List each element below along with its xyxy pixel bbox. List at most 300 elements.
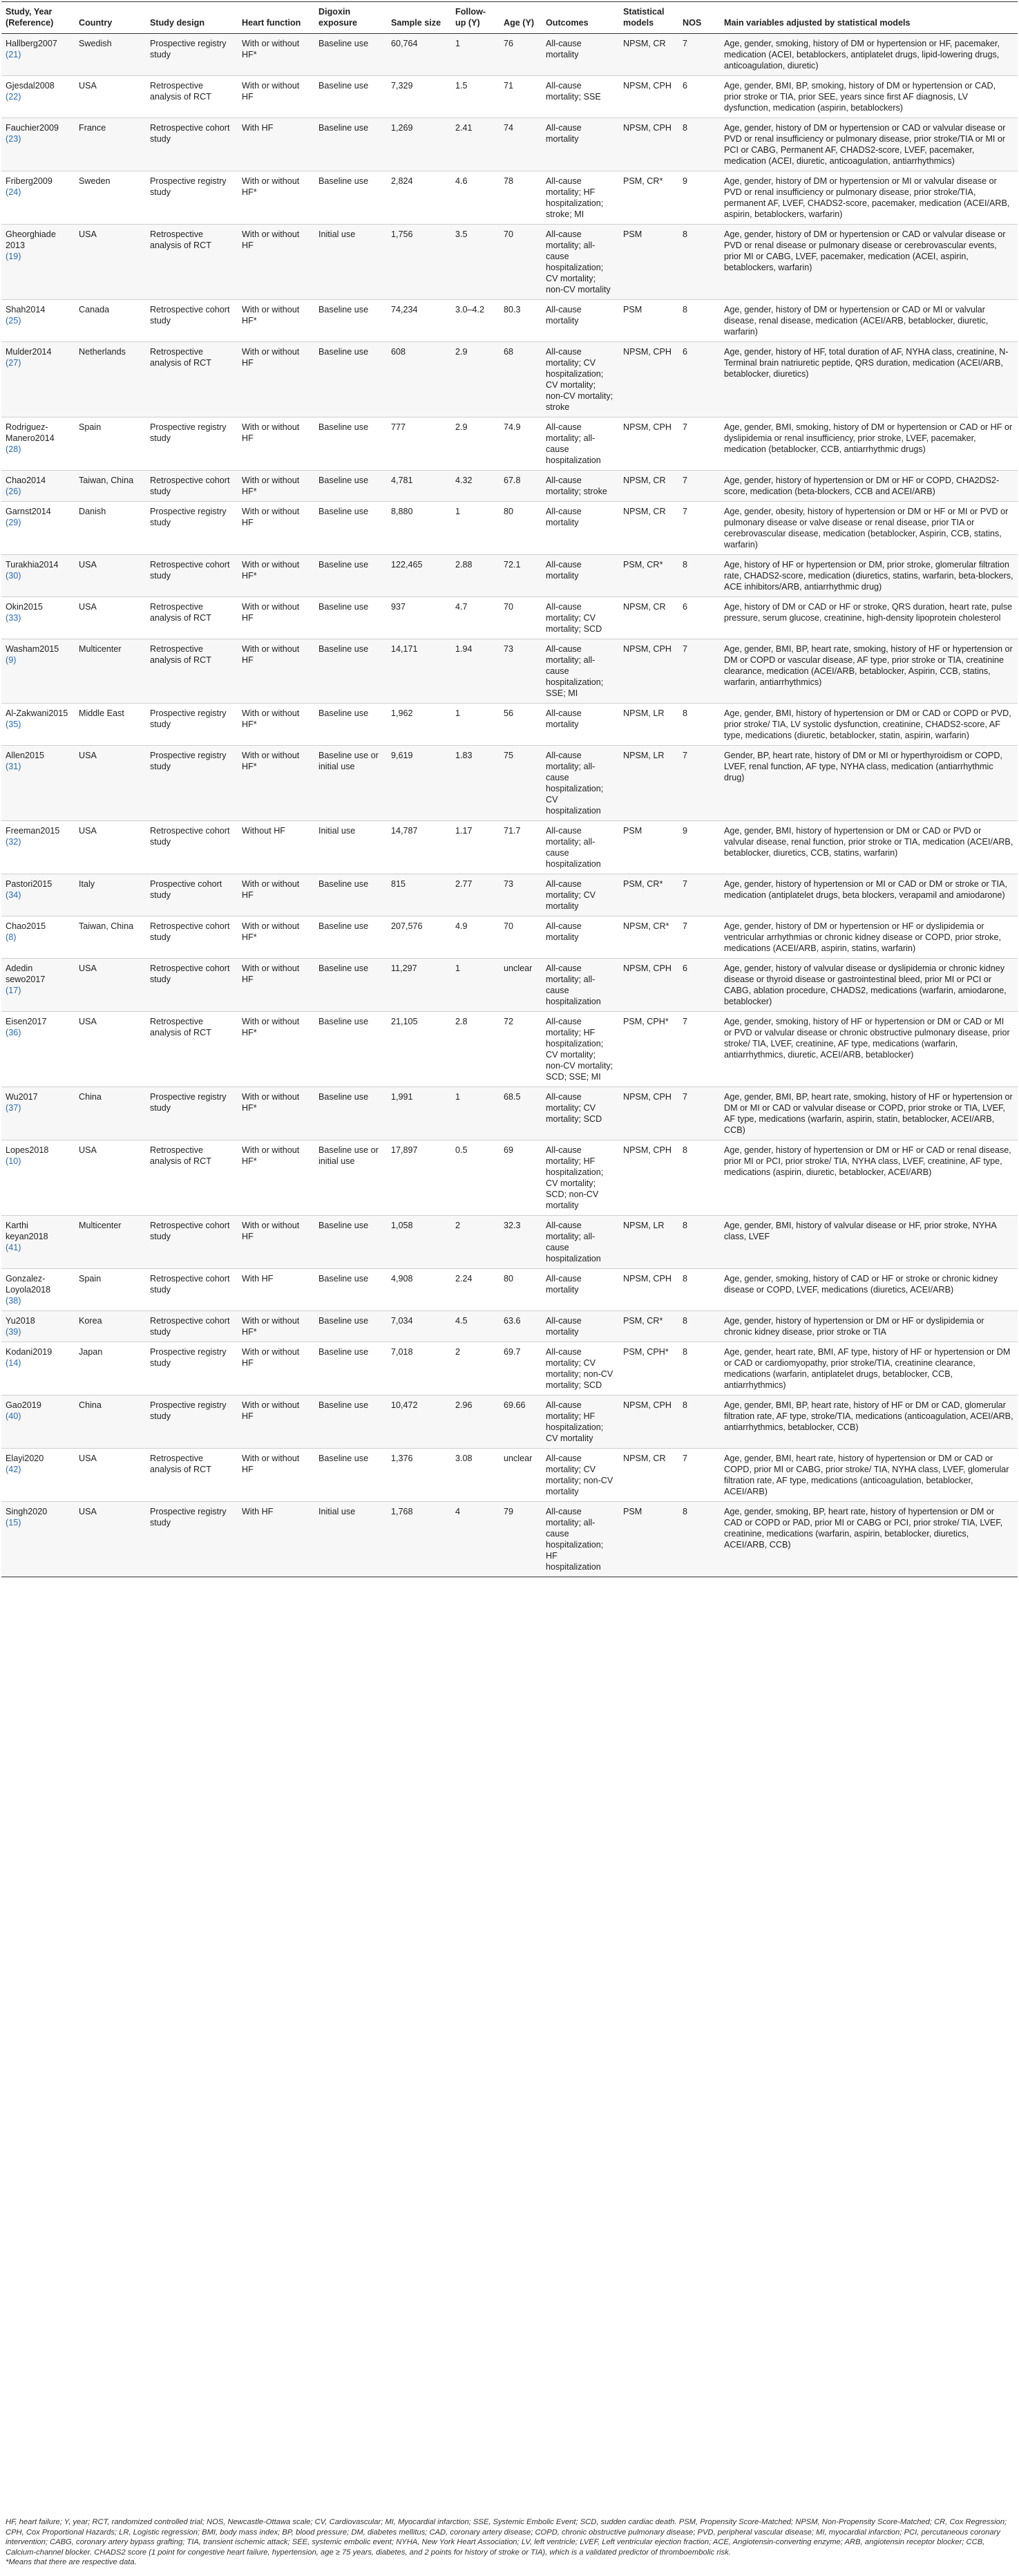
cell-design: Retrospective cohort study: [146, 821, 238, 874]
header-nos: NOS: [678, 2, 720, 34]
cell-follow-up: 2.24: [451, 1269, 499, 1311]
reference-link[interactable]: (42): [6, 1465, 21, 1474]
header-sample-size: Sample size: [387, 2, 451, 34]
cell-country: Korea: [75, 1311, 146, 1342]
reference-link[interactable]: (19): [6, 252, 21, 261]
cell-sample-size: 777: [387, 417, 451, 471]
reference-link[interactable]: (22): [6, 92, 21, 102]
cell-outcomes: All-cause mortality: [542, 916, 619, 959]
table-row: [1, 171, 1018, 225]
cell-heart-function: With or without HF: [238, 597, 314, 639]
cell-follow-up: 1: [451, 34, 499, 76]
cell-variables: Age, gender, history of hypertension or DM or HF or dyslipidemia or chronic kidney disease, prior stroke or TIA: [720, 1311, 1018, 1342]
cell-digoxin: Baseline use: [314, 1342, 387, 1395]
cell-sample-size: 1,756: [387, 225, 451, 300]
cell-nos: 8: [678, 555, 720, 597]
cell-follow-up: 1.83: [451, 746, 499, 821]
cell-design: Prospective registry study: [146, 417, 238, 471]
table-row: [1, 342, 1018, 417]
cell-digoxin: Baseline use: [314, 300, 387, 342]
study-name: Shah2014: [6, 305, 46, 314]
cell-design: Retrospective cohort study: [146, 1269, 238, 1311]
cell-study: [1, 225, 75, 300]
cell-country: Taiwan, China: [75, 471, 146, 502]
study-name: Yu2018: [6, 1316, 35, 1326]
cell-heart-function: With HF: [238, 118, 314, 171]
study-name: Karthi keyan2018: [6, 1221, 48, 1241]
cell-age: 56: [499, 704, 542, 746]
cell-design: Retrospective cohort study: [146, 555, 238, 597]
cell-age: 32.3: [499, 1216, 542, 1269]
cell-digoxin: Baseline use: [314, 1311, 387, 1342]
study-name: Washam2015: [6, 644, 59, 654]
cell-nos: 8: [678, 225, 720, 300]
cell-variables: Age, gender, history of hypertension or DM or HF or COPD, CHA2DS2-score, medication (beta-blockers, CCB and ACEI/ARB): [720, 471, 1018, 502]
cell-age: 72.1: [499, 555, 542, 597]
cell-sample-size: 4,908: [387, 1269, 451, 1311]
cell-digoxin: Baseline use: [314, 874, 387, 916]
cell-sample-size: 4,781: [387, 471, 451, 502]
cell-variables: Age, gender, BMI, BP, heart rate, smoking, history of HF or hypertension or DM or MI or CAD or valvular disease or COPD, prior stroke or TIA, LVEF, AF type, medications (warfarin, aspirin, statin, betablocker, ACEI/ARB, CCB): [720, 1087, 1018, 1140]
reference-link[interactable]: (34): [6, 890, 21, 900]
cell-age: 72: [499, 1012, 542, 1087]
cell-design: Retrospective cohort study: [146, 959, 238, 1012]
cell-design: Retrospective analysis of RCT: [146, 342, 238, 417]
cell-sample-size: 1,962: [387, 704, 451, 746]
cell-follow-up: 2: [451, 1342, 499, 1395]
cell-variables: Age, gender, BMI, BP, heart rate, history of HF or DM or CAD, glomerular filtration rate, AF type, stroke/TIA, medications (anticoagulation, ACEI/ARB, antiarrhythmics, betablocker, CCB): [720, 1395, 1018, 1449]
cell-country: Danish: [75, 502, 146, 555]
cell-study: [1, 300, 75, 342]
cell-digoxin: Baseline use: [314, 1449, 387, 1502]
cell-digoxin: Baseline use: [314, 471, 387, 502]
cell-nos: 7: [678, 471, 720, 502]
cell-heart-function: With or without HF*: [238, 916, 314, 959]
cell-nos: 6: [678, 342, 720, 417]
reference-link[interactable]: (33): [6, 613, 21, 623]
cell-models: NPSM, CPH: [619, 1140, 678, 1216]
reference-link[interactable]: (21): [6, 50, 21, 59]
cell-outcomes: All-cause mortality: [542, 1311, 619, 1342]
cell-digoxin: Baseline use or initial use: [314, 746, 387, 821]
cell-age: 69.7: [499, 1342, 542, 1395]
cell-variables: Age, gender, BMI, smoking, history of DM or hypertension or CAD or HF or dyslipidemia or renal insufficiency, prior stroke, LVEF, pacemaker, medication (betablocker, CCB, antiarrhythmic drugs): [720, 417, 1018, 471]
cell-variables: Age, gender, history of HF, total duration of AF, NYHA class, creatinine, N-Terminal brain natriuretic peptide, QRS duration, medication (ACEI/ARB, betablocker, diuretics): [720, 342, 1018, 417]
cell-heart-function: With or without HF*: [238, 555, 314, 597]
cell-age: 74.9: [499, 417, 542, 471]
cell-country: Swedish: [75, 34, 146, 76]
reference-link[interactable]: (32): [6, 837, 21, 847]
study-name: Okin2015: [6, 602, 43, 612]
study-name: Freeman2015: [6, 826, 60, 836]
cell-sample-size: 1,269: [387, 118, 451, 171]
cell-nos: 8: [678, 1311, 720, 1342]
cell-design: Prospective registry study: [146, 704, 238, 746]
table-row: [1, 874, 1018, 916]
cell-models: NPSM, CPH: [619, 959, 678, 1012]
reference-link[interactable]: (37): [6, 1103, 21, 1113]
study-name: Hallberg2007: [6, 39, 57, 48]
cell-sample-size: 7,018: [387, 1342, 451, 1395]
cell-follow-up: 1.5: [451, 76, 499, 118]
cell-outcomes: All-cause mortality; HF hospitalization; CV mortality; SCD; non-CV mortality: [542, 1140, 619, 1216]
table-row: [1, 300, 1018, 342]
cell-follow-up: 2.96: [451, 1395, 499, 1449]
cell-study: [1, 1269, 75, 1311]
cell-digoxin: Baseline use or initial use: [314, 1140, 387, 1216]
cell-models: NPSM, LR: [619, 1216, 678, 1269]
cell-study: [1, 821, 75, 874]
reference-link[interactable]: (30): [6, 571, 21, 581]
cell-age: 70: [499, 916, 542, 959]
cell-country: USA: [75, 76, 146, 118]
cell-heart-function: With or without HF*: [238, 704, 314, 746]
cell-outcomes: All-cause mortality: [542, 34, 619, 76]
cell-nos: 7: [678, 1087, 720, 1140]
table-row: [1, 1087, 1018, 1140]
reference-link[interactable]: (36): [6, 1028, 21, 1037]
cell-design: Retrospective analysis of RCT: [146, 1012, 238, 1087]
cell-models: PSM, CR*: [619, 1311, 678, 1342]
cell-design: Prospective registry study: [146, 1342, 238, 1395]
cell-heart-function: With or without HF: [238, 1342, 314, 1395]
study-name: Pastori2015: [6, 879, 53, 889]
cell-outcomes: All-cause mortality; CV hospitalization; CV mortality; non-CV mortality; stroke: [542, 342, 619, 417]
table-row: [1, 1140, 1018, 1216]
cell-digoxin: Baseline use: [314, 597, 387, 639]
cell-design: Retrospective cohort study: [146, 1311, 238, 1342]
cell-models: NPSM, CR: [619, 34, 678, 76]
cell-models: NPSM, CR: [619, 597, 678, 639]
cell-country: Italy: [75, 874, 146, 916]
cell-digoxin: Baseline use: [314, 1269, 387, 1311]
cell-digoxin: Baseline use: [314, 916, 387, 959]
cell-sample-size: 1,768: [387, 1502, 451, 1577]
cell-models: PSM, CR*: [619, 874, 678, 916]
study-name: Adedin sewo2017: [6, 963, 46, 984]
cell-digoxin: Baseline use: [314, 34, 387, 76]
cell-heart-function: With or without HF: [238, 1395, 314, 1449]
cell-study: [1, 1087, 75, 1140]
cell-age: 80: [499, 502, 542, 555]
cell-sample-size: 7,329: [387, 76, 451, 118]
cell-nos: 8: [678, 1216, 720, 1269]
table-footnotes: [6, 2517, 1013, 2568]
header-heart-function: Heart function: [238, 2, 314, 34]
cell-follow-up: 1: [451, 704, 499, 746]
reference-link[interactable]: (14): [6, 1358, 21, 1368]
cell-digoxin: Baseline use: [314, 342, 387, 417]
studies-table: [1, 1, 1018, 1577]
reference-link[interactable]: (24): [6, 187, 21, 197]
cell-sample-size: 60,764: [387, 34, 451, 76]
cell-country: China: [75, 1087, 146, 1140]
cell-age: 67.8: [499, 471, 542, 502]
cell-age: 73: [499, 874, 542, 916]
study-name: Eisen2017: [6, 1017, 47, 1026]
cell-sample-size: 937: [387, 597, 451, 639]
reference-link[interactable]: (26): [6, 487, 21, 496]
cell-digoxin: Baseline use: [314, 76, 387, 118]
cell-study: [1, 502, 75, 555]
cell-nos: 7: [678, 34, 720, 76]
cell-sample-size: 10,472: [387, 1395, 451, 1449]
cell-heart-function: With or without HF: [238, 639, 314, 704]
cell-variables: Age, gender, BMI, history of valvular disease or HF, prior stroke, NYHA class, LVEF: [720, 1216, 1018, 1269]
header-age: Age (Y): [499, 2, 542, 34]
cell-country: Middle East: [75, 704, 146, 746]
cell-design: Prospective registry study: [146, 1395, 238, 1449]
reference-link[interactable]: (35): [6, 720, 21, 729]
reference-link[interactable]: (38): [6, 1296, 21, 1306]
table-row: [1, 417, 1018, 471]
reference-link[interactable]: (41): [6, 1243, 21, 1252]
cell-models: NPSM, CPH: [619, 118, 678, 171]
cell-nos: 8: [678, 1269, 720, 1311]
cell-heart-function: With or without HF*: [238, 171, 314, 225]
cell-outcomes: All-cause mortality; all-cause hospitalization: [542, 959, 619, 1012]
cell-heart-function: With or without HF*: [238, 471, 314, 502]
cell-country: Japan: [75, 1342, 146, 1395]
cell-outcomes: All-cause mortality; all-cause hospitalization: [542, 1216, 619, 1269]
study-name: Singh2020: [6, 1507, 48, 1516]
cell-heart-function: With or without HF: [238, 874, 314, 916]
table-row: [1, 225, 1018, 300]
cell-models: PSM, CR*: [619, 555, 678, 597]
cell-variables: Age, gender, history of hypertension or MI or CAD or DM or stroke or TIA, medication (antiplatelet drugs, beta blockers, verapamil and amiodarone): [720, 874, 1018, 916]
cell-follow-up: 2.41: [451, 118, 499, 171]
cell-models: PSM: [619, 225, 678, 300]
study-name: Wu2017: [6, 1092, 38, 1102]
cell-variables: Age, gender, history of DM or hypertension or CAD or valvular disease or PVD or renal insufficiency or pulmonary disease, prior stroke/TIA or MI or PCI or CABG, Permanent AF, CHADS2-score, LVEF, pacemaker, medication (ACEI, diuretic, anticoagulation, antiarrhythmics): [720, 118, 1018, 171]
cell-variables: Age, gender, history of hypertension or DM or HF or CAD or renal disease, prior MI or PCI, prior stroke/ TIA, NYHA class, LVEF, creatinine, AF type, medications (aspirin, diuretic, betablocker, ACEI/ARB): [720, 1140, 1018, 1216]
cell-variables: Age, gender, BMI, BP, heart rate, smoking, history of HF or hypertension or DM or COPD or vascular disease, AF type, prior stroke or TIA, creatinine clearance, medication (ACEI/ARB, betablocker, Aspirin, CCB, statins, warfarin, antiarrhythmics): [720, 639, 1018, 704]
cell-nos: 8: [678, 1342, 720, 1395]
study-name: Chao2015: [6, 921, 46, 931]
cell-sample-size: 14,171: [387, 639, 451, 704]
cell-sample-size: 815: [387, 874, 451, 916]
cell-nos: 8: [678, 118, 720, 171]
cell-study: [1, 746, 75, 821]
cell-heart-function: With or without HF: [238, 1449, 314, 1502]
cell-age: 69: [499, 1140, 542, 1216]
cell-variables: Age, gender, BMI, history of hypertension or DM or CAD or PVD or valvular disease, renal function, prior stroke or TIA, medication (ACEI/ARB, betablocker, diuretics, CCB, statins, warfarin): [720, 821, 1018, 874]
cell-models: NPSM, CPH: [619, 1087, 678, 1140]
cell-variables: Age, gender, obesity, history of hypertension or DM or HF or MI or PVD or pulmonary disease or valve disease or renal disease, prior TIA or cerebrovascular disease, medication (betablocker, Aspirin, CCB, statins, warfarin): [720, 502, 1018, 555]
cell-follow-up: 4.32: [451, 471, 499, 502]
cell-design: Retrospective cohort study: [146, 300, 238, 342]
cell-nos: 6: [678, 959, 720, 1012]
study-name: Gao2019: [6, 1400, 41, 1410]
cell-study: [1, 471, 75, 502]
cell-heart-function: With or without HF: [238, 417, 314, 471]
reference-link[interactable]: (10): [6, 1156, 21, 1166]
cell-heart-function: With or without HF*: [238, 746, 314, 821]
cell-outcomes: All-cause mortality; all-cause hospitalization; CV hospitalization: [542, 746, 619, 821]
cell-nos: 8: [678, 704, 720, 746]
cell-models: NPSM, CPH: [619, 639, 678, 704]
cell-study: [1, 417, 75, 471]
cell-age: 76: [499, 34, 542, 76]
cell-heart-function: With or without HF: [238, 1216, 314, 1269]
cell-outcomes: All-cause mortality: [542, 502, 619, 555]
cell-variables: Age, history of DM or CAD or HF or stroke, QRS duration, heart rate, pulse pressure, serum glucose, creatinine, high-density lipoprotein cholesterol: [720, 597, 1018, 639]
cell-age: 68.5: [499, 1087, 542, 1140]
cell-country: Sweden: [75, 171, 146, 225]
table-row: [1, 76, 1018, 118]
cell-variables: Age, gender, history of DM or hypertension or CAD or MI or valvular disease, renal disease, medication (ACEI/ARB, betablocker, diuretic, warfarin): [720, 300, 1018, 342]
cell-age: 68: [499, 342, 542, 417]
abbreviations-note: HF, heart failure; Y, year; RCT, randomized controlled trial; NOS, Newcastle-Ottawa scale; CV, Cardiovascular; MI, Myocardial infarction; SSE, Systemic Embolic Event; SCD, sudden cardiac death. PSM, Propensity Score-Matched; NPSM, Non-Propensity Score-Matched; CR, Cox Regression; CPH, Cox Proportional Hazards; LR, Logistic regression; BMI, body mass index; BP, blood pressure; DM, diabetes mellitus; CAD, coronary artery disease; COPD, chronic obstructive pulmonary disease; PVD, peripheral vascular disease; MI, myocardial infarction; PCI, percutaneous coronary intervention; CABG, coronary artery bypass grafting; TIA, transient ischemic attack; SEE, systemic embolic event; NYHA, New York Heart Association; LV, left ventricle; LVEF, Left ventricular ejection fraction; ACE, Angiotensin-converting enzyme; ARB, angiotensin receptor blocker; CCB, Calcium-channel blocker. CHADS2 score (1 point for congestive heart failure, hypertension, age ≥ 75 years, diabetes, and 2 points for history of stroke or TIA), which is a validated predictor of thromboembolic risk.: [6, 2518, 1007, 2557]
table-row: [1, 1502, 1018, 1577]
study-name: Gonzalez-Loyola2018: [6, 1274, 51, 1295]
cell-outcomes: All-cause mortality; all-cause hospitalization; SSE; MI: [542, 639, 619, 704]
cell-study: [1, 555, 75, 597]
cell-sample-size: 8,880: [387, 502, 451, 555]
header-follow-up: Follow-up (Y): [451, 2, 499, 34]
cell-outcomes: All-cause mortality; HF hospitalization; CV mortality; non-CV mortality; SCD; SSE; MI: [542, 1012, 619, 1087]
cell-outcomes: All-cause mortality; CV mortality; SCD: [542, 1087, 619, 1140]
cell-sample-size: 7,034: [387, 1311, 451, 1342]
cell-country: USA: [75, 555, 146, 597]
cell-design: Retrospective analysis of RCT: [146, 1449, 238, 1502]
reference-link[interactable]: (17): [6, 986, 21, 995]
cell-sample-size: 2,824: [387, 171, 451, 225]
cell-nos: 6: [678, 597, 720, 639]
cell-age: 71: [499, 76, 542, 118]
cell-country: USA: [75, 225, 146, 300]
table-row: [1, 34, 1018, 76]
cell-digoxin: Baseline use: [314, 417, 387, 471]
reference-link[interactable]: (39): [6, 1327, 21, 1337]
cell-nos: 6: [678, 76, 720, 118]
study-name: Kodani2019: [6, 1347, 53, 1357]
header-digoxin: Digoxin exposure: [314, 2, 387, 34]
cell-heart-function: With or without HF: [238, 76, 314, 118]
cell-nos: 7: [678, 502, 720, 555]
cell-heart-function: With or without HF: [238, 225, 314, 300]
reference-link[interactable]: (9): [6, 655, 17, 665]
cell-design: Prospective registry study: [146, 746, 238, 821]
cell-heart-function: With HF: [238, 1269, 314, 1311]
cell-outcomes: All-cause mortality; CV mortality: [542, 874, 619, 916]
cell-study: [1, 916, 75, 959]
cell-country: USA: [75, 1140, 146, 1216]
cell-variables: Age, gender, BMI, BP, smoking, history of DM or hypertension or CAD, prior stroke or TIA, prior SEE, years since first AF diagnosis, LV dysfunction, medication (aspirin, betablockers): [720, 76, 1018, 118]
cell-digoxin: Initial use: [314, 821, 387, 874]
cell-follow-up: 3.08: [451, 1449, 499, 1502]
cell-digoxin: Baseline use: [314, 1216, 387, 1269]
cell-models: PSM, CR*: [619, 171, 678, 225]
cell-follow-up: 2.77: [451, 874, 499, 916]
cell-study: [1, 342, 75, 417]
cell-design: Retrospective analysis of RCT: [146, 225, 238, 300]
cell-design: Retrospective analysis of RCT: [146, 1140, 238, 1216]
cell-follow-up: 1: [451, 502, 499, 555]
table-row: [1, 555, 1018, 597]
cell-sample-size: 207,576: [387, 916, 451, 959]
cell-models: NPSM, CPH: [619, 1269, 678, 1311]
study-name: Mulder2014: [6, 347, 52, 357]
cell-variables: Age, gender, smoking, history of HF or hypertension or DM or CAD or MI or PVD or valvular disease or chronic obstructive pulmonary disease, prior stroke/ TIA, LVEF, creatinine, AF type, medications (warfarin, antiarrhythmics, diuretic, ACEI/ARB, betablocker): [720, 1012, 1018, 1087]
cell-digoxin: Initial use: [314, 1502, 387, 1577]
cell-age: unclear: [499, 959, 542, 1012]
cell-study: [1, 639, 75, 704]
cell-variables: Age, gender, BMI, history of hypertension or DM or CAD or COPD or PVD, prior stroke/ TIA, LV systolic dysfunction, creatinine, CHADS2-score, AF type, medications (diuretic, betablocker, statin, aspirin, warfarin): [720, 704, 1018, 746]
cell-sample-size: 74,234: [387, 300, 451, 342]
cell-study: [1, 1342, 75, 1395]
cell-age: 70: [499, 225, 542, 300]
cell-age: unclear: [499, 1449, 542, 1502]
cell-follow-up: 4: [451, 1502, 499, 1577]
cell-models: NPSM, CPH: [619, 76, 678, 118]
reference-link[interactable]: (15): [6, 1518, 21, 1527]
cell-age: 75: [499, 746, 542, 821]
cell-outcomes: All-cause mortality; stroke: [542, 471, 619, 502]
cell-follow-up: 4.7: [451, 597, 499, 639]
cell-sample-size: 17,897: [387, 1140, 451, 1216]
cell-country: China: [75, 1395, 146, 1449]
cell-age: 63.6: [499, 1311, 542, 1342]
reference-link[interactable]: (40): [6, 1411, 21, 1421]
header-study: Study, Year (Reference): [1, 2, 75, 34]
cell-country: USA: [75, 1449, 146, 1502]
study-name: Chao2014: [6, 476, 46, 485]
reference-link[interactable]: (31): [6, 762, 21, 771]
cell-digoxin: Baseline use: [314, 118, 387, 171]
reference-link[interactable]: (28): [6, 444, 21, 454]
reference-link[interactable]: (25): [6, 316, 21, 326]
cell-country: USA: [75, 1502, 146, 1577]
reference-link[interactable]: (23): [6, 134, 21, 144]
cell-study: [1, 1395, 75, 1449]
cell-study: [1, 1216, 75, 1269]
cell-country: Multicenter: [75, 1216, 146, 1269]
cell-design: Retrospective cohort study: [146, 471, 238, 502]
study-name: Elayi2020: [6, 1454, 44, 1463]
cell-study: [1, 959, 75, 1012]
cell-heart-function: With or without HF*: [238, 1311, 314, 1342]
cell-outcomes: All-cause mortality: [542, 555, 619, 597]
cell-sample-size: 21,105: [387, 1012, 451, 1087]
cell-follow-up: 3.0–4.2: [451, 300, 499, 342]
cell-heart-function: With or without HF*: [238, 1087, 314, 1140]
cell-variables: Age, gender, history of DM or hypertension or MI or valvular disease or PVD or renal insufficiency or pulmonary disease, prior stroke/TIA, permanent AF, LVEF, CHADS2-score, pacemaker, medication (ACEI/ARB, aspirin, betablockers, warfarin): [720, 171, 1018, 225]
cell-follow-up: 1.94: [451, 639, 499, 704]
cell-heart-function: With or without HF*: [238, 1140, 314, 1216]
table-row: [1, 1269, 1018, 1311]
reference-link[interactable]: (29): [6, 518, 21, 527]
cell-variables: Age, gender, history of DM or hypertension or CAD or valvular disease or PVD or renal disease or pulmonary disease or cerebrovascular events, prior MI or CABG, LVEF, pacemaker, medication (ACEI, aspirin, betablockers, warfarin): [720, 225, 1018, 300]
cell-follow-up: 2.8: [451, 1012, 499, 1087]
cell-country: USA: [75, 597, 146, 639]
cell-design: Prospective registry study: [146, 502, 238, 555]
reference-link[interactable]: (8): [6, 932, 17, 942]
table-row: [1, 1395, 1018, 1449]
cell-models: PSM: [619, 300, 678, 342]
cell-age: 79: [499, 1502, 542, 1577]
table-row: [1, 704, 1018, 746]
cell-variables: Age, gender, smoking, history of CAD or HF or stroke or chronic kidney disease or COPD, LVEF, medications (diuretics, ACEI/ARB): [720, 1269, 1018, 1311]
cell-country: USA: [75, 959, 146, 1012]
cell-heart-function: With or without HF: [238, 342, 314, 417]
reference-link[interactable]: (27): [6, 358, 21, 368]
table-row: [1, 1216, 1018, 1269]
cell-study: [1, 1449, 75, 1502]
cell-sample-size: 9,619: [387, 746, 451, 821]
table-row: [1, 821, 1018, 874]
cell-study: [1, 874, 75, 916]
